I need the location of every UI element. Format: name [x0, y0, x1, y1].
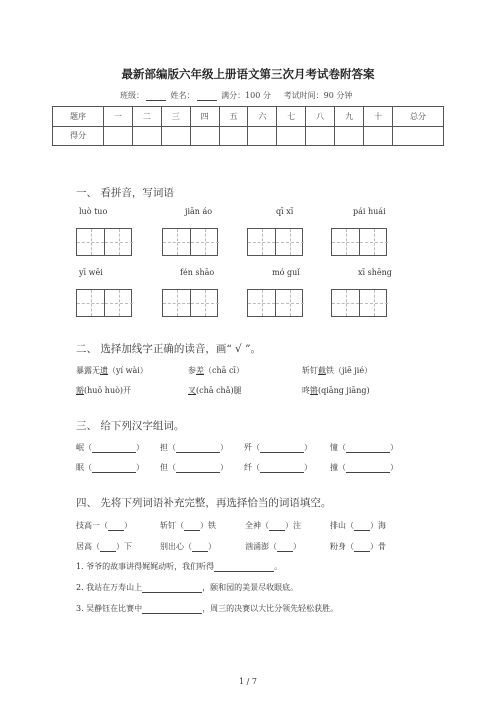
writing-box[interactable]: [331, 228, 387, 256]
word-item: [160, 462, 228, 473]
score-header-cell: 七: [277, 107, 306, 127]
section4-heading: 四、 先将下列词语补充完整，再选择恰当的词语填空。: [76, 497, 332, 509]
pinyin-label: fén shāo: [180, 268, 215, 277]
reading-item: [76, 385, 131, 396]
question-text: 3. 吴静钰在比赛中: [76, 604, 143, 613]
word-item: [244, 462, 312, 473]
idiom-text: ）注: [285, 521, 301, 530]
idiom-text: 粉身（: [330, 542, 354, 551]
item-text: 参: [188, 366, 196, 375]
item-text: (chā chǎ)腿: [196, 386, 242, 395]
answer-blank[interactable]: [269, 522, 285, 531]
word-item: [330, 442, 398, 453]
score-header-cell: 九: [335, 107, 364, 127]
answer-blank[interactable]: [142, 605, 202, 614]
question-3: [76, 603, 338, 614]
idiom-text: 全神（: [245, 521, 269, 530]
answer-blank[interactable]: [214, 563, 274, 572]
item-text: 铁（jiē jié）: [326, 366, 373, 375]
answer-blank[interactable]: [354, 522, 370, 531]
underlined-char[interactable]: 差: [196, 366, 204, 375]
underlined-char[interactable]: 锵: [310, 386, 318, 395]
paren-close: ）: [390, 463, 398, 472]
answer-blank[interactable]: [92, 464, 136, 473]
paren-close: ）: [390, 443, 398, 452]
idiom-text: 别出心（: [160, 542, 192, 551]
paren-close: ）: [220, 443, 228, 452]
score-header-cell: 八: [306, 107, 335, 127]
score-header-cell: 三: [161, 107, 190, 127]
paren-close: ）: [304, 443, 312, 452]
score-header-cell: 十: [364, 107, 393, 127]
underlined-char[interactable]: 遗: [100, 366, 108, 375]
exam-info: [120, 90, 352, 101]
score-header-cell: 总分: [393, 107, 444, 127]
question-1: [76, 561, 282, 572]
section3-heading: 三、 给下列汉字组词。: [76, 420, 185, 432]
question-text: 2. 我站在万寿山上: [76, 583, 143, 592]
score-cell[interactable]: [248, 126, 277, 146]
idiom-item: [245, 541, 301, 552]
word-item: [244, 442, 312, 453]
question-text: ，颐和园的美景尽收眼底。: [202, 583, 299, 592]
score-header-cell: 五: [219, 107, 248, 127]
name-blank: [197, 92, 217, 101]
pinyin-label: luò tuo: [79, 207, 108, 216]
answer-blank[interactable]: [184, 522, 200, 531]
score-table-header: [53, 107, 444, 127]
section2-heading: 二、 选择加线字正确的读音，画“ √ ”。: [76, 343, 261, 355]
answer-blank[interactable]: [260, 464, 304, 473]
score-cell[interactable]: [335, 126, 364, 146]
question-text: 。: [274, 562, 283, 571]
score-cell[interactable]: [190, 126, 219, 146]
paren-close: ）: [304, 463, 312, 472]
score-header-cell: 六: [248, 107, 277, 127]
question-text: 1. 爷爷的故事讲得娓娓动听，我们听得: [76, 562, 215, 571]
writing-box[interactable]: [247, 228, 303, 256]
item-text: (huō huò)开: [84, 386, 132, 395]
score-header-cell: 题序: [53, 107, 104, 127]
idiom-text: 排山（: [330, 521, 354, 530]
reading-item: [188, 385, 242, 396]
answer-blank[interactable]: [176, 444, 220, 453]
word-char: 纤（: [244, 463, 260, 472]
idiom-text: ）: [124, 521, 132, 530]
paren-close: ）: [220, 463, 228, 472]
score-table: [52, 106, 444, 146]
writing-box[interactable]: [247, 289, 303, 317]
writing-box[interactable]: [331, 289, 387, 317]
idiom-text: ）骨: [370, 542, 386, 551]
word-item: [76, 462, 144, 473]
full-score: 满分：100 分: [221, 91, 271, 100]
item-text: （chā cī）: [204, 366, 244, 375]
item-text: （yí wài）: [108, 366, 148, 375]
word-char: 撞（: [330, 463, 346, 472]
answer-blank[interactable]: [176, 464, 220, 473]
word-char: 担（: [160, 443, 176, 452]
score-header-cell: 一: [104, 107, 133, 127]
idiom-item: [330, 541, 386, 552]
score-cell[interactable]: [161, 126, 190, 146]
writing-box[interactable]: [162, 289, 218, 317]
pinyin-label: xī shēng: [358, 268, 392, 277]
name-label: 姓名：: [170, 91, 195, 100]
page-number: 1 / 7: [239, 677, 257, 686]
document-title: 最新部编版六年级上册语文第三次月考试卷附答案: [121, 67, 375, 81]
answer-blank[interactable]: [108, 522, 124, 531]
reading-item: [302, 385, 370, 396]
idiom-text: ）: [293, 542, 301, 551]
answer-blank[interactable]: [346, 444, 390, 453]
underlined-char[interactable]: 叉: [188, 386, 196, 395]
word-char: 憧（: [330, 443, 346, 452]
word-item: [76, 442, 144, 453]
answer-blank[interactable]: [354, 543, 370, 552]
pinyin-label: yī wēi: [79, 268, 103, 277]
idiom-item: [76, 541, 132, 552]
answer-blank[interactable]: [100, 543, 116, 552]
writing-box[interactable]: [76, 228, 132, 256]
pinyin-label: jiān áo: [185, 207, 213, 216]
idiom-item: [160, 520, 216, 531]
pinyin-label: mó guǐ: [272, 268, 300, 277]
item-text: 斩钉: [302, 366, 318, 375]
score-table-row: [53, 126, 444, 146]
underlined-char[interactable]: 截: [318, 366, 326, 375]
writing-box[interactable]: [162, 228, 218, 256]
idiom-item: [76, 520, 132, 531]
answer-blank[interactable]: [277, 543, 293, 552]
idiom-text: 斩钉（: [160, 521, 184, 530]
idiom-item: [330, 520, 386, 531]
word-item: [330, 462, 398, 473]
reading-item: [188, 365, 244, 376]
score-cell[interactable]: [104, 126, 133, 146]
class-blank: [146, 92, 166, 101]
score-cell[interactable]: [364, 126, 393, 146]
answer-blank[interactable]: [92, 444, 136, 453]
word-item: [160, 442, 228, 453]
idiom-text: ）铁: [200, 521, 216, 530]
paren-close: ）: [136, 463, 144, 472]
idiom-text: 汹涌澎（: [245, 542, 277, 551]
answer-blank[interactable]: [142, 584, 202, 593]
word-char: 歼（: [244, 443, 260, 452]
score-cell[interactable]: [277, 126, 306, 146]
exam-time: 考试时间：90 分钟: [283, 91, 353, 100]
word-char: 但（: [160, 463, 176, 472]
reading-item: [76, 365, 148, 376]
score-cell[interactable]: [132, 126, 161, 146]
answer-blank[interactable]: [260, 444, 304, 453]
pinyin-label: qī xī: [276, 207, 294, 216]
idiom-text: ）: [208, 542, 216, 551]
idiom-text: ）海: [370, 521, 386, 530]
item-text: 暴露无: [76, 366, 100, 375]
answer-blank[interactable]: [346, 464, 390, 473]
idiom-item: [160, 541, 216, 552]
paren-close: ）: [136, 443, 144, 452]
idiom-text: 技高一（: [76, 521, 108, 530]
underlined-char[interactable]: 豁: [76, 386, 84, 395]
writing-box[interactable]: [76, 289, 132, 317]
question-text: ，周三的决赛以大比分领先轻松获胜。: [202, 604, 339, 613]
answer-blank[interactable]: [192, 543, 208, 552]
score-cell[interactable]: [393, 126, 444, 146]
score-header-cell: 二: [132, 107, 161, 127]
question-2: [76, 582, 298, 593]
item-text: (qiāng jiāng): [318, 386, 370, 395]
score-cell[interactable]: [306, 126, 335, 146]
idiom-text: 居高（: [76, 542, 100, 551]
score-cell[interactable]: [219, 126, 248, 146]
section1-heading: 一、 看拼音，写词语: [76, 187, 174, 199]
class-label: 班级：: [120, 91, 144, 100]
score-row-label: 得分: [53, 126, 104, 146]
pinyin-label: pái huái: [353, 207, 386, 216]
word-char: 岷（: [76, 443, 92, 452]
word-char: 眠（: [76, 463, 92, 472]
reading-item: [302, 365, 372, 376]
idiom-text: ）下: [116, 542, 132, 551]
score-header-cell: 四: [190, 107, 219, 127]
item-text: 咚: [302, 386, 310, 395]
idiom-item: [245, 520, 301, 531]
